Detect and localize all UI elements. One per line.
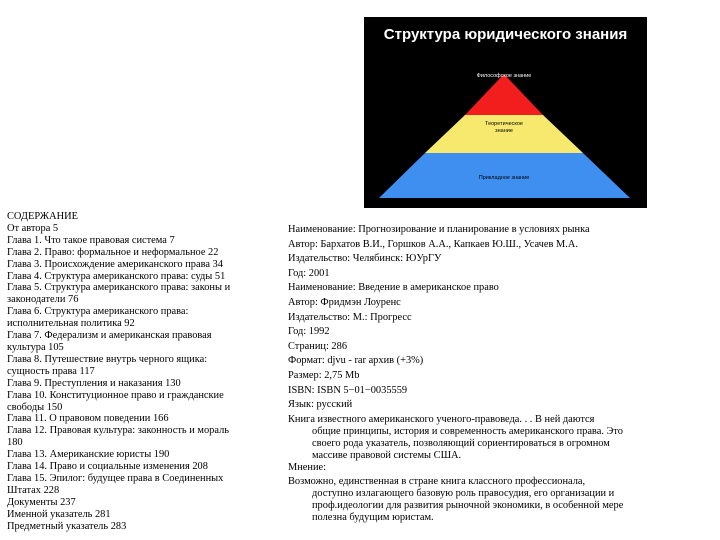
opinion-line: проф.идеологии для развития рыночной экономики, в особенной мере <box>312 500 624 512</box>
book-field: Страниц: 286 <box>288 340 348 352</box>
toc-line: Глава 9. Преступления и наказания 130 <box>7 377 181 389</box>
book-field: Язык: русский <box>288 399 353 411</box>
toc-line: свободы 150 <box>7 401 63 413</box>
pyramid-diagram <box>364 17 647 208</box>
opinion-line: полезна будущим юристам. <box>312 512 434 524</box>
toc-line: Глава 11. О правовом поведении 166 <box>7 413 169 425</box>
book-field: Автор: Бархатов В.И., Горшков А.А., Капкаев Ю.Ш., Усачев М.А. <box>288 238 578 250</box>
toc-line: Глава 13. Американские юристы 190 <box>7 449 170 461</box>
pyramid-label-applied: Прикладное знание <box>478 175 530 181</box>
book-field: Год: 1992 <box>288 326 330 338</box>
pyramid-label-philosophical: Философское знание <box>476 73 532 79</box>
opinion-line: доступно излагающего базовую роль правосудия, его организации и <box>312 488 615 500</box>
pyramid-level-philosophical <box>465 74 543 115</box>
toc-line: законодатели 76 <box>7 294 79 306</box>
toc-line: Глава 10. Конституционное право и гражданские <box>7 389 224 401</box>
book-description <box>288 414 686 462</box>
toc-line: Глава 14. Право и социальные изменения 208 <box>7 461 208 473</box>
toc-line: Глава 7. Федерализм и американская правовая <box>7 330 212 342</box>
book-field: Издательство: Челябинск: ЮУрГУ <box>288 253 442 265</box>
toc-line: Глава 1. Что такое правовая система 7 <box>7 234 175 246</box>
book-field: ISBN: ISBN 5−01−0035559 <box>288 384 408 396</box>
book-details <box>288 224 686 524</box>
book-field: Год: 2001 <box>288 267 330 279</box>
toc-line: Глава 12. Правовая культура: законность и мораль <box>7 425 229 437</box>
toc-heading: СОДЕРЖАНИЕ <box>7 211 78 222</box>
toc-line: От автора 5 <box>7 222 59 234</box>
toc-line: Глава 15. Эпилог: будущее права в Соединенных <box>7 472 224 484</box>
opinion-label: Мнение: <box>288 461 327 473</box>
description-line: Книга известного американского ученого-правоведа. . . В ней даются <box>288 413 595 425</box>
book-opinion <box>288 476 686 524</box>
description-line: общие принципы, история и современность американского права. Это <box>312 425 623 437</box>
toc-line: сущность права 117 <box>7 365 95 377</box>
book-field: Издательство: М.: Прогресс <box>288 311 412 323</box>
description-line: своего рода указатель, позволяющий сориентироваться в огромном <box>312 437 610 449</box>
toc-line: Глава 2. Право: формальное и неформальное 22 <box>7 246 219 258</box>
toc-line: 180 <box>7 437 23 449</box>
figure-title: Структура юридического знания <box>383 26 628 43</box>
toc-line: Глава 8. Путешествие внутрь черного ящика: <box>7 353 208 365</box>
toc-line: исполнительная политика 92 <box>7 318 135 330</box>
book-field: Наименование: Введение в американское право <box>288 282 499 294</box>
pyramid-figure <box>364 17 647 208</box>
toc-line: Документы 237 <box>7 496 76 508</box>
pyramid-label-theoretical-1: Теоретическое <box>485 121 523 127</box>
book-field: Автор: Фридмэн Лоуренс <box>288 296 401 308</box>
book-field: Размер: 2,75 Mb <box>288 369 360 381</box>
table-of-contents <box>7 211 277 532</box>
book-field: Наименование: Прогнозирование и планирование в условиях рынка <box>288 224 590 235</box>
opinion-line: Возможно, единственная в стране книга классного профессионала, <box>288 476 586 488</box>
toc-line: Именной указатель 281 <box>7 508 111 520</box>
toc-line: Глава 4. Структура американского права: суды 51 <box>7 270 226 282</box>
toc-line: культура 105 <box>7 341 64 353</box>
pyramid-label-theoretical-2: знание <box>495 128 513 134</box>
description-line: массиве правовой системы США. <box>312 449 462 461</box>
toc-line: Глава 3. Происхождение американского права 34 <box>7 258 223 270</box>
toc-line: Предметный указатель 283 <box>7 520 127 532</box>
toc-line: Глава 5. Структура американского права: законы и <box>7 282 231 294</box>
book-field: Формат: djvu - rar архив (+3%) <box>288 355 424 367</box>
toc-line: Глава 6. Структура американского права: <box>7 306 189 318</box>
toc-line: Штатах 228 <box>7 484 60 496</box>
